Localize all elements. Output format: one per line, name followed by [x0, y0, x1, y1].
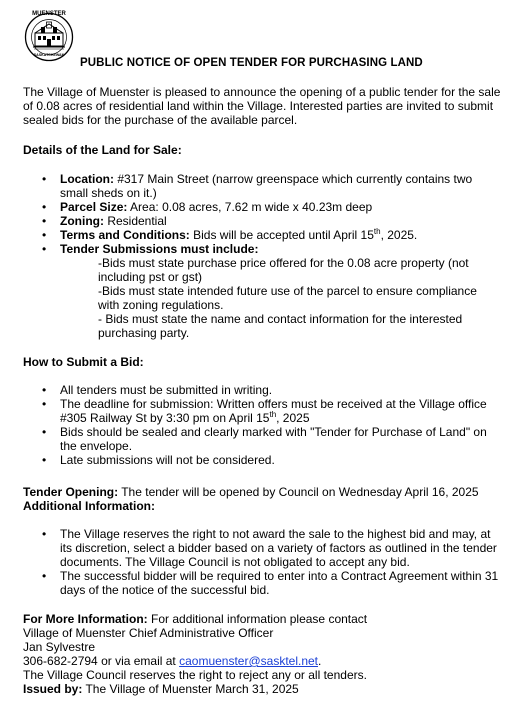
terms-tail: , 2025. — [380, 228, 418, 242]
parcel-label: Parcel Size: — [60, 200, 128, 214]
deadline-superscript: th — [269, 410, 277, 419]
issued-by — [23, 682, 503, 696]
cao-title: Village of Muenster Chief Administrative Officer — [23, 626, 274, 640]
details-list — [38, 172, 503, 256]
cao-name: Jan Sylvestre — [23, 640, 96, 654]
detail-parcel-size — [38, 200, 503, 214]
tender-opening-value: The tender will be opened by Council on Wednesday April 16, 2025 — [118, 485, 479, 499]
parcel-value: Area: 0.08 acres, 7.62 m wide x 40.23m deep — [127, 200, 373, 214]
contact-line-1 — [23, 612, 503, 626]
tender-opening-label: Tender Opening: — [23, 485, 119, 499]
reject-statement: The Village Council reserves the right to reject any or all tenders. — [23, 668, 367, 682]
zoning-value: Residential — [103, 214, 167, 228]
more-info-label: For More Information: — [23, 612, 148, 626]
logo-bottom-text: SASKATCHEWAN — [33, 53, 65, 57]
how-item-sealed: • Bids should be sealed and clearly marked with "Tender for Purchase of Land" on the envelope. — [38, 425, 503, 453]
issued-by-label: Issued by: — [23, 682, 83, 696]
phone-text: 306-682-2794 or via email at — [23, 654, 180, 668]
issued-by-value: The Village of Muenster March 31, 2025 — [82, 682, 299, 696]
terms-superscript: th — [373, 227, 381, 236]
submission-requirements — [60, 256, 500, 340]
email-tail: . — [318, 654, 322, 668]
additional-item-contract: • The successful bidder will be required to enter into a Contract Agreement within 31 days of the notice of the successful bid. — [38, 569, 503, 597]
contact-phone-email — [23, 654, 503, 668]
how-to-submit-heading: How to Submit a Bid: — [23, 355, 144, 369]
more-info-value: For additional information please contact — [147, 612, 368, 626]
submissions-label: Tender Submissions must include: — [60, 242, 259, 256]
requirement-contact: - Bids must state the name and contact information for the interested purchasing party. — [98, 312, 463, 340]
deadline-tail: , 2025 — [276, 411, 310, 425]
details-heading: Details of the Land for Sale: — [23, 143, 182, 157]
detail-submissions — [38, 242, 503, 256]
requirement-use: -Bids must state intended future use of the parcel to ensure compliance with zoning regulations. — [98, 284, 477, 312]
zoning-label: Zoning: — [60, 214, 104, 228]
contact-block — [23, 612, 503, 696]
notice-title: PUBLIC NOTICE OF OPEN TENDER FOR PURCHASING LAND — [80, 57, 423, 69]
terms-value: Bids will be accepted until April 15 — [189, 228, 374, 242]
location-label: Location: — [60, 172, 114, 186]
terms-label: Terms and Conditions: — [60, 228, 190, 242]
logo-top-text: MUENSTER — [32, 11, 66, 17]
how-item-writing: • All tenders must be submitted in writing. — [38, 383, 503, 397]
how-item-late: • Late submissions will not be considered. — [38, 453, 503, 467]
tender-opening — [23, 485, 503, 499]
how-to-submit-list — [38, 383, 503, 467]
additional-info-list — [38, 527, 503, 597]
detail-location — [38, 172, 503, 200]
location-value: #317 Main Street (narrow greenspace which currently contains two small sheds on it.) — [60, 172, 473, 200]
additional-info-heading: Additional Information: — [23, 499, 155, 513]
email-link[interactable]: caomuenster@sasktel.net — [179, 654, 319, 668]
requirement-price: -Bids must state purchase price offered for the 0.08 acre property (not including pst or gst) — [98, 256, 469, 284]
detail-terms — [38, 228, 503, 242]
how-item-deadline — [38, 397, 503, 425]
additional-item-award: • The Village reserves the right to not award the sale to the highest bid and may, at its discretion, select a bidder based on a variety of factors as outlined in the tender documents. The Village Council is not obligated to accept any bid. — [38, 527, 503, 569]
deadline-text: The deadline for submission: Written offers must be received at the Village office #305 Railway St by 3:30 pm on April 15 — [60, 397, 487, 425]
intro-paragraph: The Village of Muenster is pleased to announce the opening of a public tender for the sale of 0.08 acres of residential land within the Village. Interested parties are invited to submit sealed bids for the purchase of the available parcel. — [23, 85, 501, 127]
detail-zoning — [38, 214, 503, 228]
